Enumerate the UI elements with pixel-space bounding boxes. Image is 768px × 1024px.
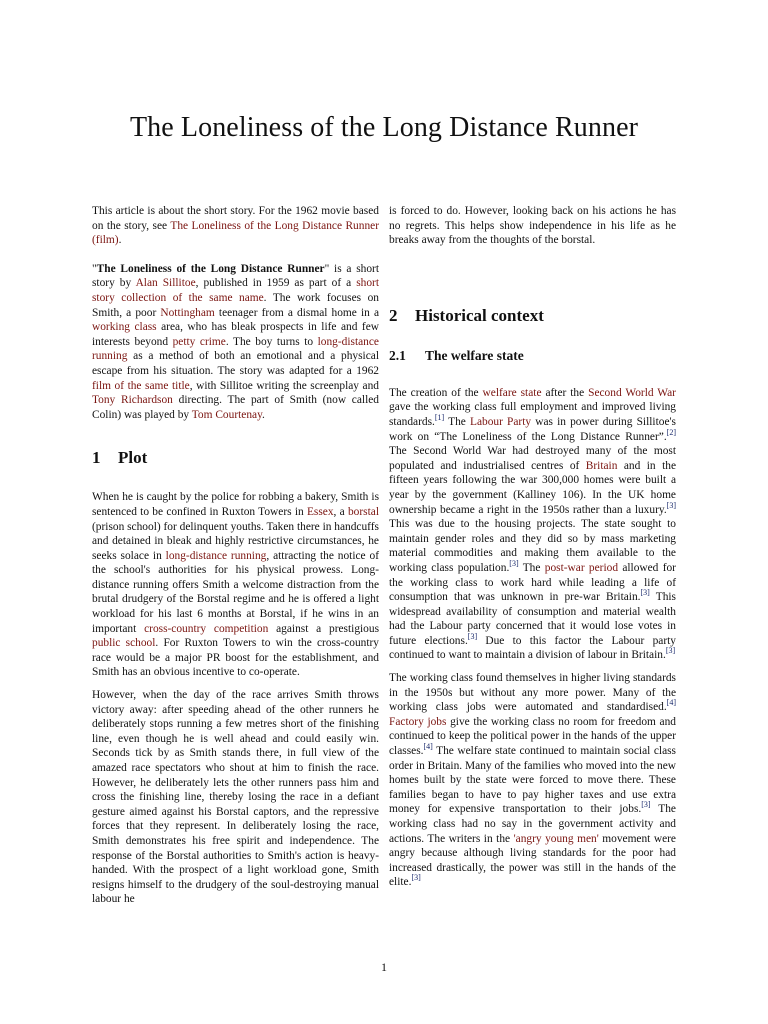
article-link[interactable]: Factory jobs <box>389 715 447 728</box>
citation-link[interactable]: [3] <box>411 873 421 883</box>
citation-link[interactable]: [3] <box>640 588 650 598</box>
intro-paragraph: "The Loneliness of the Long Distance Runner" is a short story by Alan Sillitoe, published in 1959 as part of a short story collection of the same name. The work focuses on Smith, a poor Nottingham teenager from a dismal home in a working class area, who has bleak prospects in life and few interests beyond petty crime. The boy turns to long-distance running as a method of both an emotional and a physical escape from his situation. The story was adapted for a 1962 film of the same title, with Sillitoe writing the screenplay and Tony Richardson directing. The part of Smith (now called Colin) was played by Tom Courtenay. <box>92 262 379 421</box>
plot-paragraph-1: When he is caught by the police for robbing a bakery, Smith is sentenced to be confined in Ruxton Towers in Essex, a borstal (prison school) for delinquent youths. Taken there in handcuffs and detained in bleak and highly restrictive circumstances, he seeks solace in long-distance running, attracting the notice of the school's authorities for his physical prowess. Long-distance running offers Smith a welcome distraction from the brutal drudgery of the Borstal regime and he is offered a light workload for his last 6 months at Borstal, if he wins in an important cross-country competition against a prestigious public school. For Ruxton Towers to win the cross-country race would be a major PR boost for the establishment, and Smith has an obvious incentive to co-operate. <box>92 491 380 679</box>
article-link[interactable]: borstal <box>347 505 379 518</box>
left-column <box>92 204 379 915</box>
article-link[interactable]: Tony Richardson <box>92 394 173 407</box>
plot-heading <box>92 448 379 468</box>
article-link[interactable]: Essex <box>306 505 334 518</box>
article-link[interactable]: welfare state <box>482 386 542 399</box>
bold-title-text: The Loneliness of the Long Distance Runner <box>96 262 325 275</box>
section-title: Historical context <box>415 305 544 325</box>
page-number: 1 <box>381 960 387 974</box>
section-number: 2 <box>389 305 398 325</box>
article-link[interactable]: cross-country competition <box>144 622 269 635</box>
article-link[interactable]: Tom Courtenay <box>191 408 263 421</box>
article-link[interactable]: 'angry young men' <box>513 832 599 845</box>
citation-link[interactable]: [3] <box>467 632 478 642</box>
hatnote: This article is about the short story. For the 1962 movie based on the story, see The Loneliness of the Long Distance Runner (film). <box>92 205 379 247</box>
right-column <box>389 204 676 898</box>
page-title: The Loneliness of the Long Distance Runner <box>129 112 639 143</box>
article-link[interactable]: Nottingham <box>160 306 215 319</box>
article-link[interactable]: Second World War <box>588 386 676 399</box>
article-link[interactable]: short story collection of the same name <box>92 277 379 304</box>
citation-link[interactable]: [4] <box>423 742 433 752</box>
article-link[interactable]: The Loneliness of the Long Distance Runner (film) <box>92 219 379 247</box>
citation-link[interactable]: [3] <box>665 646 676 656</box>
article-link[interactable]: public school <box>92 637 156 650</box>
section-title: Plot <box>118 448 148 468</box>
section-number: 1 <box>92 448 101 468</box>
article-link[interactable]: Britain <box>585 459 618 472</box>
historical-context-heading <box>389 306 676 326</box>
welfare-paragraph-2: The working class found themselves in higher living standards in the 1950s but without any more power. Many of the working class jobs were automated and standardised.[4] Factory jobs give the working class no room for freedom and continued to keep the political power in the hands of the upper classes.[4] The welfare state continued to maintain social class order in Britain. Many of the families who moved into the new homes built by the state were forced to move there. These families began to have to pay higher taxes and use extra money for expensive transportation to their jobs.[3] The working class had no say in the government activity and actions. The writers in the 'angry young men' movement were angry because although living standards for the poor had increased drastically, the power was still in the hands of the elite.[3] <box>389 672 676 889</box>
subsection-title: The welfare state <box>425 347 524 363</box>
plot-paragraph-2: However, when the day of the race arrives Smith throws victory away: after speeding ahead of the other runners he deliberately stops running a few metres short of the finishing line, even though he is well ahead and could easily win. Seconds tick by as Smith stands there, in full view of the amazed race spectators who shout at him to finish the race. However, he deliberately lets the other runners pass him and cross the finishing line, thereby losing the race in a defiant gesture aimed against his Borstal captors, and the repressive forces that they represent. In deliberately losing the race, Smith demonstrates his free spirit and independence. The response of the Borstal authorities to Smith's action is heavy-handed. With the prospect of a light workload gone, Smith resigns himself to the drudgery of the soul-destroying manual labour he <box>92 689 379 906</box>
citation-link[interactable]: [1] <box>434 413 445 423</box>
welfare-state-heading <box>389 348 676 364</box>
subsection-number: 2.1 <box>389 347 406 363</box>
article-link[interactable]: working class <box>92 321 157 334</box>
citation-link[interactable]: [4] <box>666 698 676 708</box>
article-link[interactable]: post-war period <box>544 561 619 574</box>
welfare-paragraph-1: The creation of the welfare state after the Second World War gave the working class full employment and improved living standards.[1] The Labour Party was in power during Sillitoe's work on “The Loneliness of the Long Distance Runner”.[2] The Second World War had destroyed many of the most populated and industrialised centres of Britain and in the fifteen years following the war 300,000 homes were built a year by the government (Kalliney 106). In the UK home ownership became a right in the 1950s rather than a luxury.[3] This was due to the housing projects. The state sought to maintain gender roles and they did so by mass marketing material commodities and making them available to the working class population.[3] The post-war period allowed for the working class to work hard while leading a life of consumption that was unknown in pre-war Britain.[3] This widespread availability of consumption and material wealth had the Labour party concerned that it would lose votes in future elections.[3] Due to this factor the Labour party continued to want to maintain a division of labour in Britain.[3] <box>389 386 676 662</box>
citation-link[interactable]: [3] <box>666 500 676 510</box>
article-link[interactable]: petty crime <box>172 335 226 348</box>
citation-link[interactable]: [2] <box>666 427 676 437</box>
citation-link[interactable]: [3] <box>641 800 651 810</box>
citation-link[interactable]: [3] <box>509 559 519 569</box>
article-link[interactable]: Alan Sillitoe <box>135 277 196 290</box>
article-link[interactable]: film of the same title <box>92 379 190 392</box>
article-link[interactable]: long-distance running <box>92 335 379 363</box>
article-link[interactable]: long-distance running <box>165 549 267 562</box>
article-link[interactable]: Labour Party <box>470 415 532 428</box>
plot-paragraph-continued: is forced to do. However, looking back on his actions he has no regrets. This helps show independence in his life as he breaks away from the thoughts of the borstal. <box>389 205 676 247</box>
